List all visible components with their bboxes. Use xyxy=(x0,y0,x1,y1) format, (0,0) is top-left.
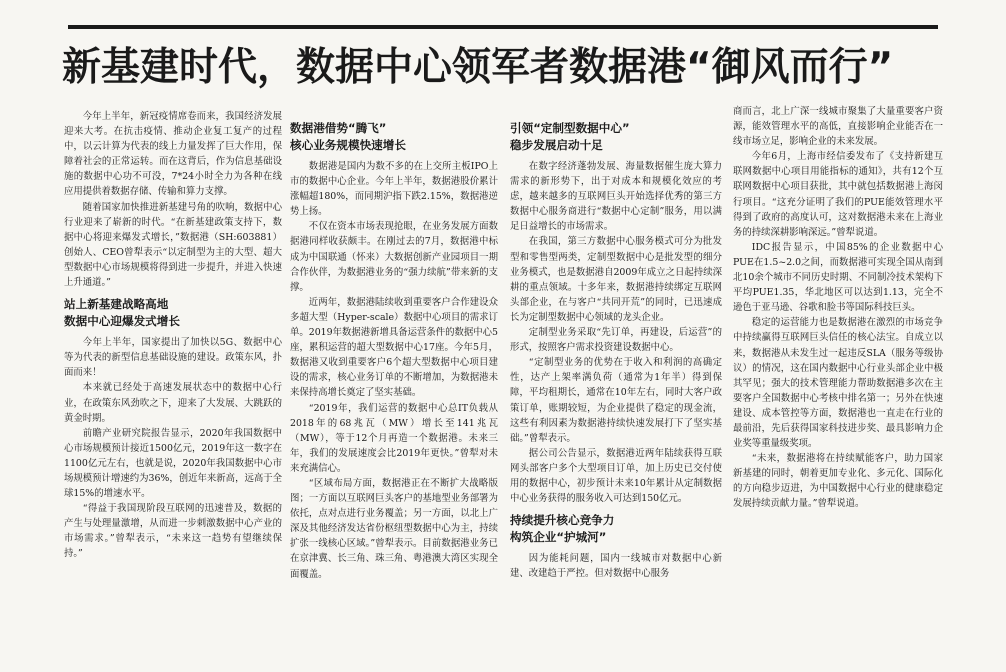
subheading-line: 构筑企业“护城河” xyxy=(510,530,607,545)
paragraph: “得益于我国现阶段互联网的迅速普及，数据的产生与处理量激增，从而进一步刺激数据中心产业的市场需求。”曾犁表示，“未来这一趋势有望继续保持。” xyxy=(64,503,282,560)
paragraph: 数据港是国内为数不多的在上交所主板IPO上市的数据中心企业。今年上半年，数据港股价累计涨幅超180%，而同期沪指下跌2.15%，数据港逆势上扬。 xyxy=(290,161,498,218)
top-rule xyxy=(68,25,938,29)
paragraph: 稳定的运营能力也是数据港在激烈的市场竞争中持续赢得互联网巨头信任的核心法宝。自成立以来，数据港从未发生过一起违反SLA（服务等级协议）的情况，这在国内数据中心行业头部企业中极其罕见；强大的技术管理能力帮助数据港多次在主要客户全国数据中心考核中排名第一；另外在快速建设、成本管控等方面，数据港也一直走在行业的最前沿，先后获得国家科技进步奖、最具影响力企业奖等重量级奖项。 xyxy=(733,317,943,450)
paragraph: 随着国家加快推进新基建号角的吹响，数据中心行业迎来了崭新的时代。“在新基建政策支持下，数据中心将迎来爆发式增长，”数据港（SH:603881）创始人、CEO曾犁表示“以定制型为主的大型、超大型数据中心市场规模将得到进一步提升，并进入快速上升通道。” xyxy=(64,201,282,289)
page-headline: 新基建时代，数据中心领军者数据港“御风而行” xyxy=(62,45,894,90)
subheading-line: 引领“定制型数据中心” xyxy=(510,121,630,135)
paragraph: 定制型业务采取“先订单，再建设，后运营”的形式，按照客户需求投资建设数据中心。 xyxy=(510,327,722,354)
subheading xyxy=(290,120,498,154)
paragraph: 据公司公告显示，数据港近两年陆续获得互联网头部客户多个大型项目订单，加上历史已交付使用的数据中心，初步预计未来10年累计从定制数据中心业务获得的服务收入可达到150亿元。 xyxy=(510,447,722,505)
paragraph: “区域布局方面，数据港正在不断扩大战略版图；一方面以互联网巨头客户的基地型业务部署为依托，点对点进行业务覆盖；另一方面，以北上广深及其他经济发达省份枢纽型数据中心为主，持续扩张一线核心区域。”曾犁表示。目前数据港业务已在京津冀、长三角、珠三角、粤港澳大湾区实现全面覆盖。 xyxy=(290,477,498,580)
column-3 xyxy=(510,103,722,668)
paragraph: 因为能耗问题，国内一线城市对数据中心新建、改建趋于严控。但对数据中心服务 xyxy=(510,553,722,580)
paragraph: 商而言，北上广深一线城市聚集了大量重要客户资源，能效管理水平的高低，直接影响企业能否在一线市场立足，影响企业的未来发展。 xyxy=(733,106,943,148)
paragraph: “定制型业务的优势在于收入和利润的高确定性，达产上架率满负荷（通常为1年半）得到保障，平均租期长，通常在10年左右，同时大客户政策订单，账期较短，为企业提供了稳定的现金流，这些有利因素为数据港持续快速发展打下了坚实基础。”曾犁表示。 xyxy=(510,357,722,444)
column-2 xyxy=(290,103,498,668)
paragraph: 前瞻产业研究院报告显示，2020年我国数据中心市场规模预计接近1500亿元，2019年这一数字在1100亿元左右，也就是说，2020年我国数据中心市场规模预计增速约为36%，创近年来新高，远高于全球15%的增速水平。 xyxy=(64,427,282,500)
subheading-line: 数据中心迎爆发式增长 xyxy=(64,314,180,329)
paragraph: 本来就已经处于高速发展状态中的数据中心行业，在政策东风劲吹之下，迎来了大发展、大跳跃的黄金时期。 xyxy=(64,382,282,424)
paragraph: 近两年，数据港陆续收到重要客户合作建设众多超大型（Hyper-scale）数据中心项目的需求订单。2019年数据港新增具备运营条件的数据中心5座，累积运营的超大型数据中心17座。今年5月，数据港又收到重要客户6个超大型数据中心项目建设的需求，核心业务订单的不断增加，为数据港未来保持高增长奠定了坚实基础。 xyxy=(290,296,498,399)
subheading xyxy=(510,512,722,546)
subheading xyxy=(64,296,282,330)
paragraph: 今年6月，上海市经信委发布了《支持新建互联网数据中心项目用能指标的通知》，共有12个互联网数据中心项目获批，其中就包括数据港上海闵行项目。“这充分证明了我们的PUE能效管理水平得到了政府的高度认可，这对数据港未来在上海业务的持续深耕影响深远。”曾犁说道。 xyxy=(733,151,943,238)
subheading-line: 稳步发展启动十足 xyxy=(510,138,603,152)
paragraph: IDC报告显示，中国85%的企业数据中心PUE在1.5~2.0之间，而数据港可实现全国从南到北10余个城市不同历史时期、不同制冷技术架构下平均PUE1.35，华北地区可以达到1.13，完全不逊色于亚马逊、谷歌和脸书等国际科技巨头。 xyxy=(733,241,943,314)
subheading-line: 核心业务规模快速增长 xyxy=(290,138,406,152)
subheading xyxy=(510,120,722,154)
paragraph: “2019年，我们运营的数据中心总IT负载从2018年的68兆瓦（MW）增长至141兆瓦（MW），等于12个月再造一个数据港。未来三年，我们的发展速度会比2019年更快。”曾犁对未来充满信心。 xyxy=(290,402,498,474)
column-4 xyxy=(733,103,943,668)
column-1 xyxy=(64,103,282,668)
paragraph: 在我国，第三方数据中心服务模式可分为批发型和零售型两类，定制型数据中心是批发型的细分业务模式，也是数据港自2009年成立之日起持续深耕的重点领域。十多年来，数据港持续绑定互联网头部企业，在与客户“共同开荒”的同时，已迅速成长为定制型数据中心领域的龙头企业。 xyxy=(510,236,722,323)
paragraph: 不仅在资本市场表现抢眼，在业务发展方面数据港同样收获颇丰。在刚过去的7月，数据港中标成为中国联通（怀来）大数据创新产业园项目一期合作伙伴，为数据港业务的“强力续航”带来新的支撑。 xyxy=(290,221,498,293)
paragraph: 今年上半年，新冠疫情席卷而来，我国经济发展迎来大考。在抗击疫情、推动企业复工复产的过程中，以云计算为代表的线上力量发挥了巨大作用，保障着社会的正常运转。而在这背后，作为信息基础设施的数据中心功不可没，7*24小时全力为各种在线应用提供着数据存储、传输和算力支撑。 xyxy=(64,111,282,198)
subheading-line: 站上新基建战略高地 xyxy=(64,297,169,312)
paragraph: 在数字经济蓬勃发展、海量数据催生庞大算力需求的新形势下，出于对成本和规模化效应的考虑，越来越多的互联网巨头开始选择优秀的第三方数据中心服务商进行“数据中心定制”服务，用以满足日益增长的市场需求。 xyxy=(510,161,722,233)
paragraph: 今年上半年，国家提出了加快以5G、数据中心等为代表的新型信息基础设施的建设。政策东风，扑面而来！ xyxy=(64,337,282,379)
subheading-line: 持续提升核心竞争力 xyxy=(510,513,615,528)
paragraph: “未来，数据港将在持续赋能客户，助力国家新基建的同时，朝着更加专业化、多元化、国际化的方向稳步迈进，为中国数据中心行业的健康稳定发展持续贡献力量。”曾犁说道。 xyxy=(733,453,943,510)
subheading-line: 数据港借势“腾飞” xyxy=(290,121,387,135)
